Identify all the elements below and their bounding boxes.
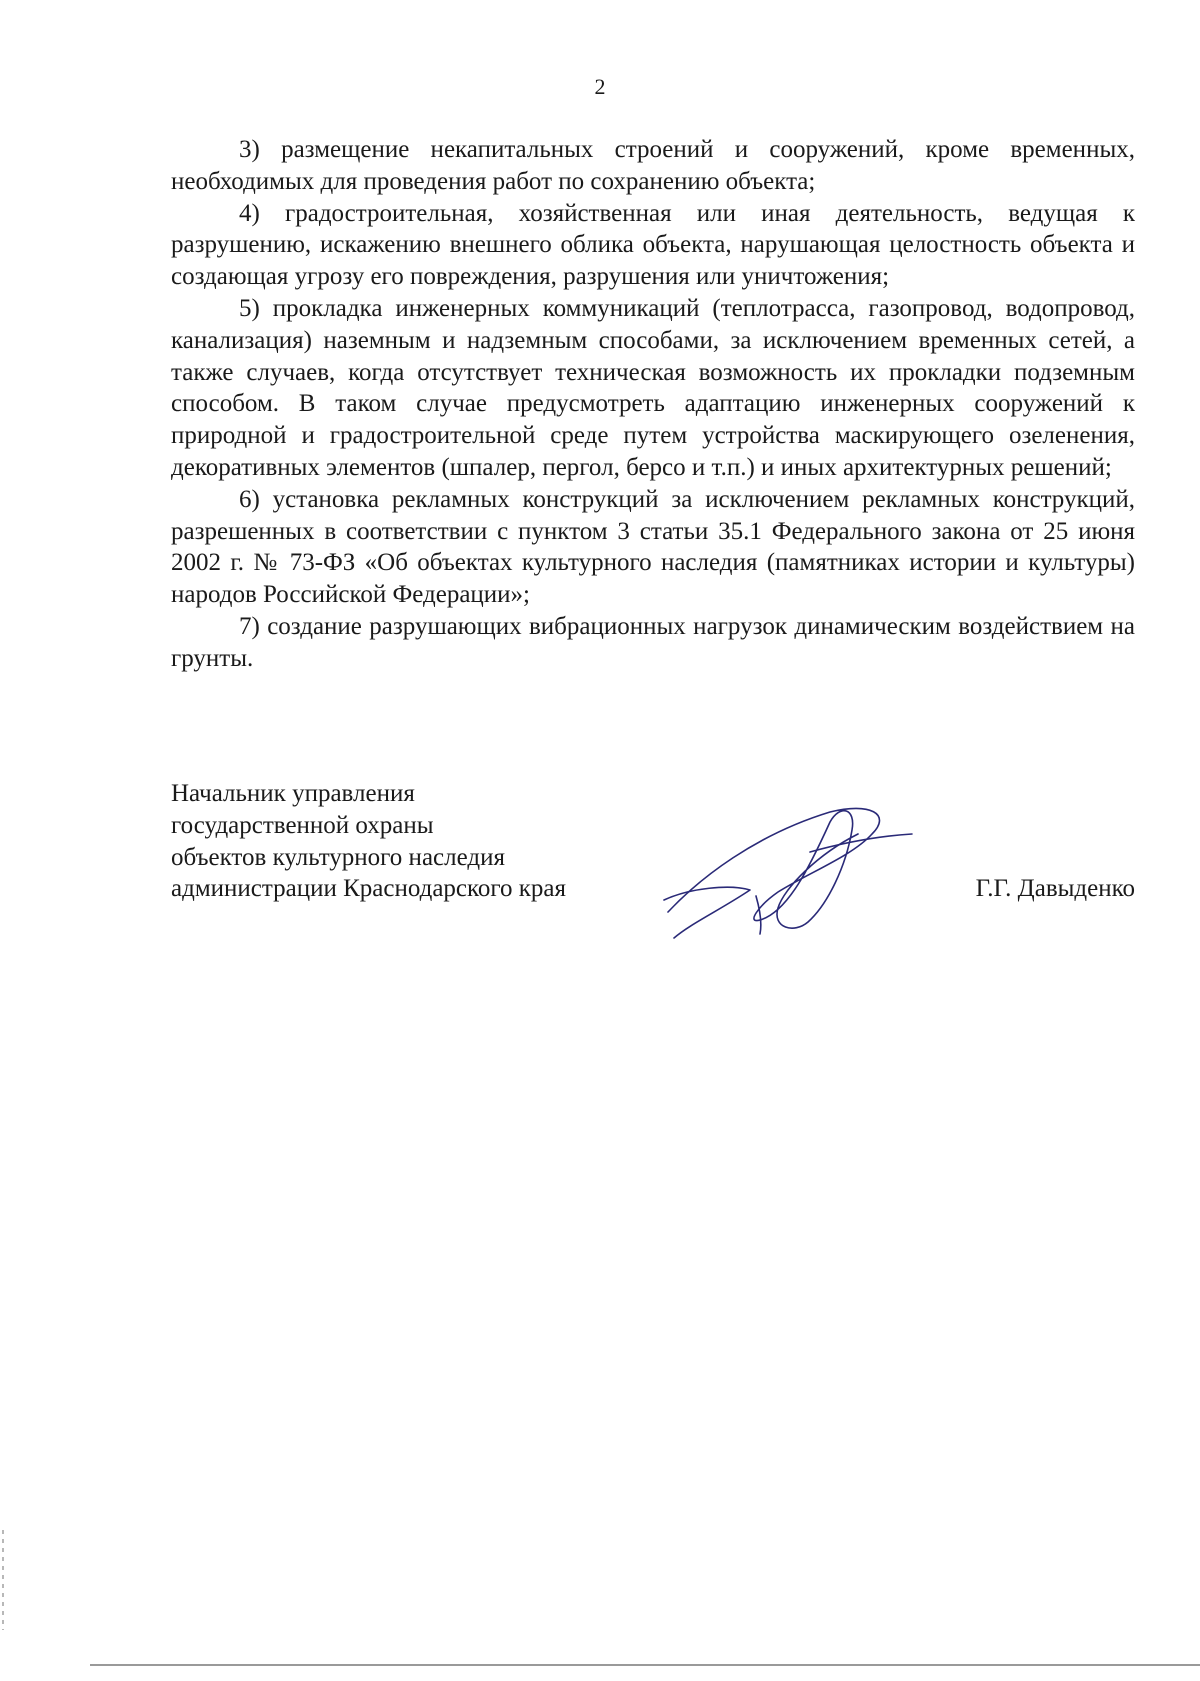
signature-stroke <box>664 887 750 938</box>
signatory-position <box>171 778 691 905</box>
scan-artifact <box>2 1530 4 1630</box>
page-bottom-rule <box>90 1664 1200 1666</box>
signature-stroke <box>668 808 880 928</box>
list-item-5: 5) прокладка инженерных коммуникаций (теплотрасса, газопровод, водопровод, канализация) наземным и надземным способами, за исключением временных сетей, а также случаев, когда отсутствует техническая возможность их прокладки подземным способом. В таком случае предусмотреть адаптацию инженерных сооружений к природной и градостроительной среде путем устройства маскирующего озеленения, декоративных элементов (шпалер, пергол, берсо и т.п.) и иных архитектурных решений; <box>171 294 1135 481</box>
signature-block <box>171 778 1135 958</box>
signature-strokes <box>664 808 912 938</box>
handwritten-signature <box>660 800 920 950</box>
signatory-position-line: объектов культурного наследия <box>171 843 505 871</box>
list-item-7: 7) создание разрушающих вибрационных нагрузок динамическим воздействием на грунты. <box>171 612 1135 672</box>
signatory-position-line: государственной охраны <box>171 811 434 839</box>
list-item-3: 3) размещение некапитальных строений и сооружений, кроме временных, необходимых для проведения работ по сохранению объекта; <box>171 136 1135 195</box>
signature-stroke <box>756 896 761 934</box>
list-item-4: 4) градостроительная, хозяйственная или иная деятельность, ведущая к разрушению, искажению внешнего облика объекта, нарушающая целостность объекта и создающая угрозу его повреждения, разрушения или уничтожения; <box>171 199 1135 291</box>
list-item-6: 6) установка рекламных конструкций за исключением рекламных конструкций, разрешенных в соответствии с пунктом 3 статьи 35.1 Федерального закона от 25 июня 2002 г. № 73-ФЗ «Об объектах культурного наследия (памятниках истории и культуры) народов Российской Федерации»; <box>171 485 1135 609</box>
document-body <box>171 134 1135 675</box>
signatory-name: Г.Г. Давыденко <box>975 875 1135 903</box>
signatory-position-line: Начальник управления <box>171 780 415 807</box>
page-number: 2 <box>594 74 606 99</box>
signatory-position-line: администрации Краснодарского края <box>171 875 567 903</box>
